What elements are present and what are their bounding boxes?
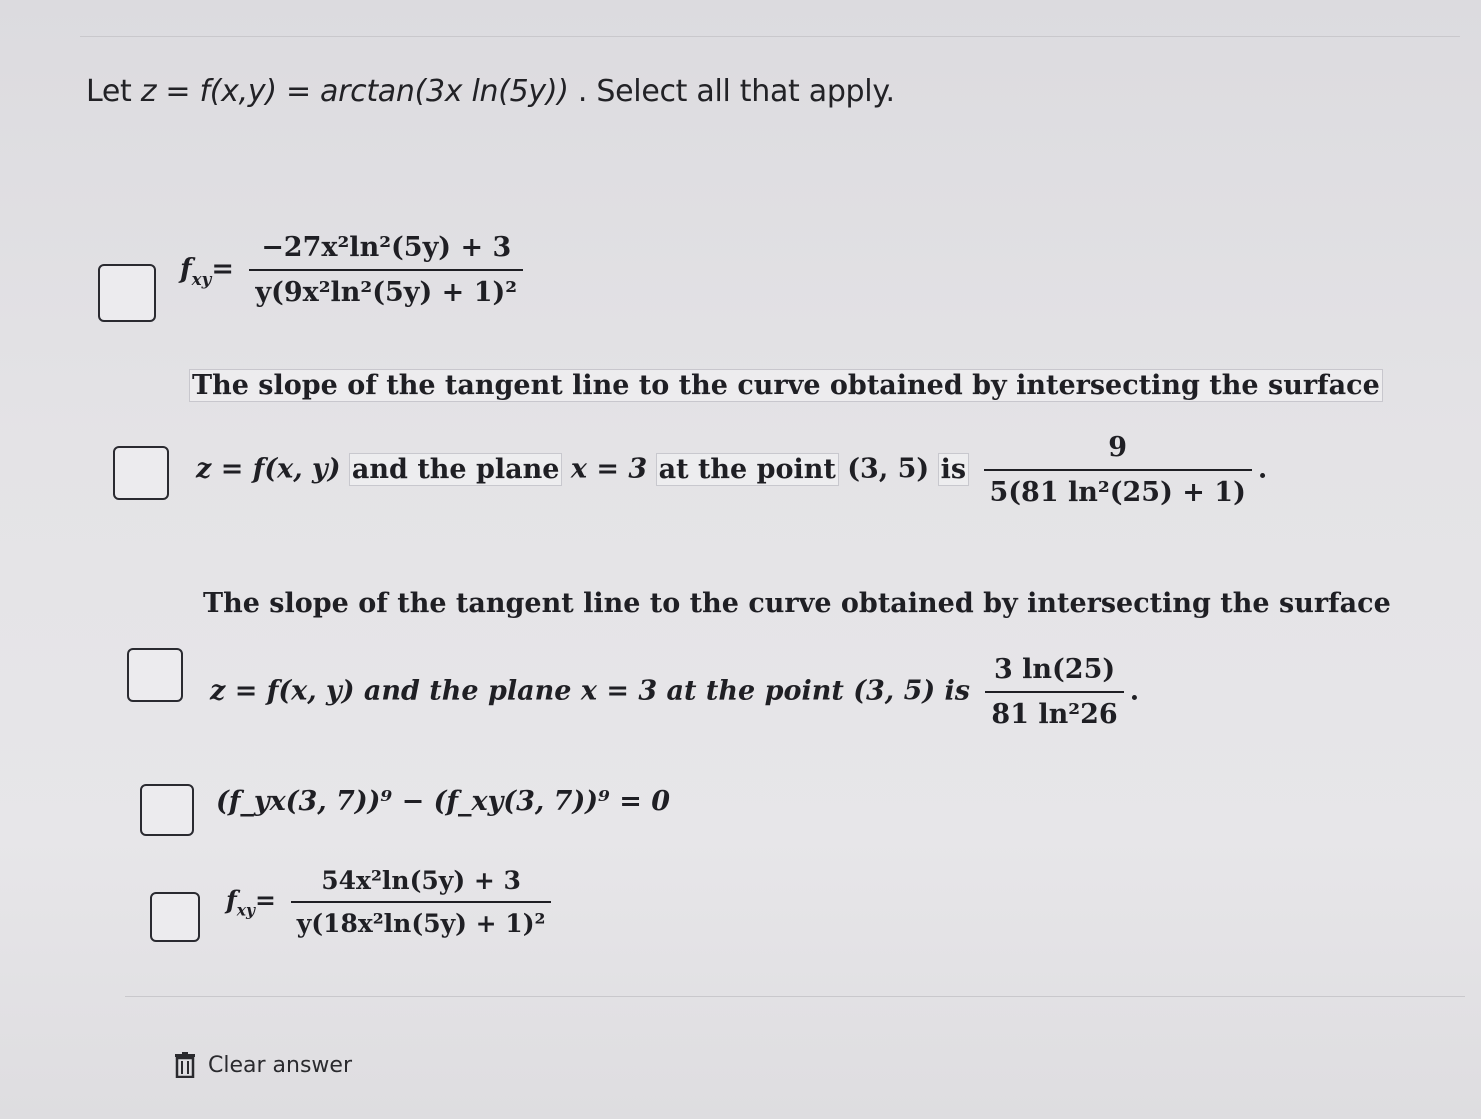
option-5-formula bbox=[226, 866, 557, 938]
option-2-line2 bbox=[196, 432, 1267, 508]
option-1-lhs-sub: xy bbox=[191, 269, 212, 290]
option-1-lhs: f bbox=[180, 253, 192, 285]
option-1-fraction bbox=[249, 232, 523, 308]
option-2-and-plane: and the plane bbox=[351, 453, 560, 485]
option-2-fraction bbox=[984, 432, 1252, 508]
trash-icon bbox=[174, 1052, 196, 1078]
option-5-eq: = bbox=[255, 885, 276, 915]
option-2-denominator: 5(81 ln²(25) + 1) bbox=[984, 469, 1252, 508]
option-1-denominator: y(9x²ln²(5y) + 1)² bbox=[249, 269, 523, 308]
option-1-numerator: −27x²ln²(5y) + 3 bbox=[261, 232, 512, 263]
clear-answer-label: Clear answer bbox=[208, 1052, 352, 1078]
option-2-at-point: at the point bbox=[658, 453, 836, 485]
question-function: z = f(x,y) = arctan(3x ln(5y)) bbox=[140, 74, 569, 109]
option-3-line2-text: z = f(x, y) and the plane x = 3 at the point (3, 5) is bbox=[210, 675, 971, 707]
option-2-plane-eq: x = 3 bbox=[570, 453, 648, 485]
question-prompt bbox=[86, 74, 895, 109]
option-5-checkbox[interactable] bbox=[150, 892, 200, 942]
option-2-is: is bbox=[940, 453, 967, 485]
option-1-checkbox[interactable] bbox=[98, 264, 156, 322]
option-3-numerator: 3 ln(25) bbox=[993, 654, 1116, 685]
option-4-checkbox[interactable] bbox=[140, 784, 194, 836]
option-1-formula bbox=[180, 232, 529, 308]
option-2-point: (3, 5) bbox=[847, 453, 930, 485]
question-lead: Let bbox=[86, 74, 141, 109]
option-1-eq: = bbox=[211, 253, 234, 285]
option-2-line1 bbox=[190, 370, 1382, 401]
option-4-formula bbox=[216, 786, 670, 817]
top-divider bbox=[80, 36, 1460, 37]
option-3-line1 bbox=[203, 588, 1391, 619]
question-instruction: . Select all that apply. bbox=[568, 74, 895, 109]
option-5-lhs: f bbox=[226, 885, 237, 915]
bottom-divider bbox=[125, 996, 1465, 997]
option-5-numerator: 54x²ln(5y) + 3 bbox=[321, 866, 521, 895]
option-3-checkbox[interactable] bbox=[127, 648, 183, 702]
option-2-checkbox[interactable] bbox=[113, 446, 169, 500]
option-3-line1-text: The slope of the tangent line to the curve obtained by intersecting the surface bbox=[203, 588, 1391, 619]
option-2-line1-text: The slope of the tangent line to the curve obtained by intersecting the surface bbox=[192, 370, 1380, 401]
option-3-end: . bbox=[1129, 675, 1140, 707]
option-3-denominator: 81 ln²26 bbox=[985, 691, 1123, 730]
option-5-denominator: y(18x²ln(5y) + 1)² bbox=[291, 901, 552, 938]
option-3-line2 bbox=[210, 654, 1139, 730]
option-5-lhs-sub: xy bbox=[236, 900, 256, 920]
option-3-fraction bbox=[985, 654, 1123, 730]
option-5-fraction bbox=[291, 866, 552, 938]
option-4-expression: (f_yx(3, 7))⁹ − (f_xy(3, 7))⁹ = 0 bbox=[216, 786, 671, 817]
option-2-end: . bbox=[1257, 453, 1268, 485]
option-2-surface: z = f(x, y) bbox=[196, 453, 341, 485]
option-2-numerator: 9 bbox=[1108, 432, 1128, 463]
clear-answer-button[interactable] bbox=[174, 1052, 352, 1078]
